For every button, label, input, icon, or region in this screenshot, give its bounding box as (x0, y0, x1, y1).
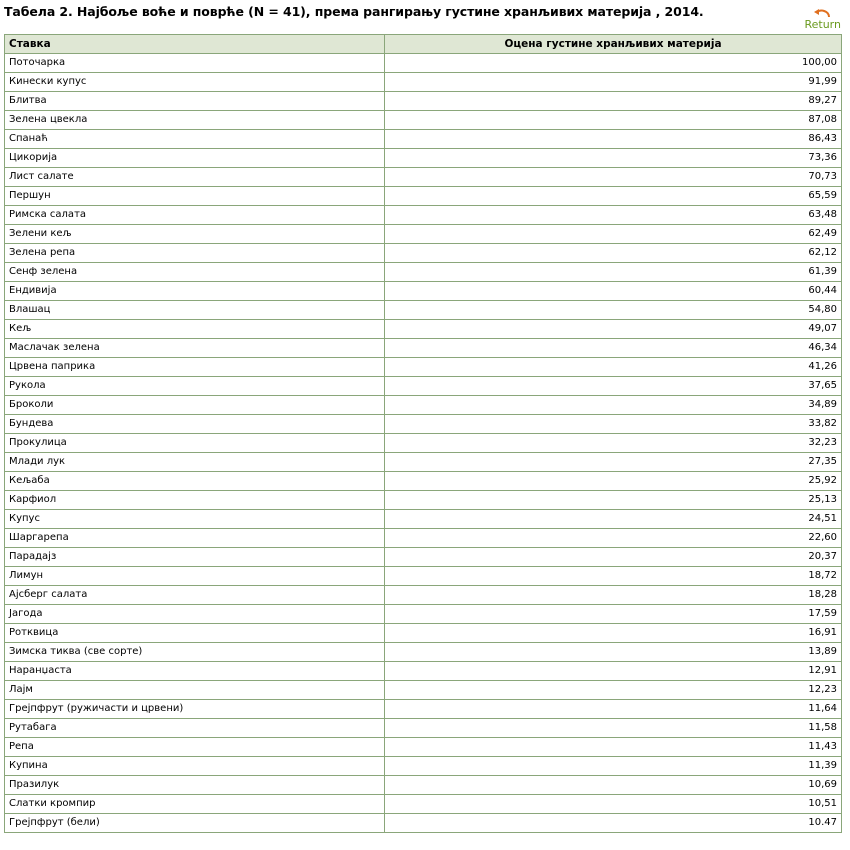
item-name-cell: Кељаба (5, 472, 385, 491)
item-name-cell: Шаргарепа (5, 529, 385, 548)
item-name-cell: Кинески купус (5, 73, 385, 92)
table-row (5, 453, 842, 472)
item-name-cell: Поточарка (5, 54, 385, 73)
score-cell: 11,64 (385, 700, 842, 719)
item-name-cell: Зелена цвекла (5, 111, 385, 130)
table-row (5, 320, 842, 339)
table-row (5, 529, 842, 548)
item-name-cell: Римска салата (5, 206, 385, 225)
table-row (5, 301, 842, 320)
item-name-cell: Влашац (5, 301, 385, 320)
table-row (5, 282, 842, 301)
table-body (5, 54, 842, 833)
table-row (5, 605, 842, 624)
table-row (5, 339, 842, 358)
score-cell: 91,99 (385, 73, 842, 92)
score-cell: 13,89 (385, 643, 842, 662)
score-cell: 25,13 (385, 491, 842, 510)
table-row (5, 795, 842, 814)
item-name-cell: Грејпфрут (ружичасти и црвени) (5, 700, 385, 719)
table-row (5, 700, 842, 719)
item-name-cell: Цикорија (5, 149, 385, 168)
table-row (5, 548, 842, 567)
score-cell: 20,37 (385, 548, 842, 567)
return-link[interactable] (804, 8, 841, 31)
table-row (5, 738, 842, 757)
score-cell: 62,12 (385, 244, 842, 263)
score-cell: 10,69 (385, 776, 842, 795)
score-cell: 89,27 (385, 92, 842, 111)
score-cell: 61,39 (385, 263, 842, 282)
item-name-cell: Спанаћ (5, 130, 385, 149)
score-cell: 33,82 (385, 415, 842, 434)
item-name-cell: Зелени кељ (5, 225, 385, 244)
item-name-cell: Зелена репа (5, 244, 385, 263)
item-name-cell: Броколи (5, 396, 385, 415)
table-row (5, 73, 842, 92)
score-cell: 25,92 (385, 472, 842, 491)
table-row (5, 206, 842, 225)
item-name-cell: Празилук (5, 776, 385, 795)
table-row (5, 757, 842, 776)
score-cell: 37,65 (385, 377, 842, 396)
item-name-cell: Млади лук (5, 453, 385, 472)
score-cell: 22,60 (385, 529, 842, 548)
table-header-row (5, 35, 842, 54)
item-name-cell: Прокулица (5, 434, 385, 453)
score-cell: 63,48 (385, 206, 842, 225)
item-name-cell: Грејпфрут (бели) (5, 814, 385, 833)
item-name-cell: Блитва (5, 92, 385, 111)
item-name-cell: Ротквица (5, 624, 385, 643)
score-cell: 60,44 (385, 282, 842, 301)
table-row (5, 415, 842, 434)
score-cell: 18,28 (385, 586, 842, 605)
score-cell: 32,23 (385, 434, 842, 453)
item-name-cell: Маслачак зелена (5, 339, 385, 358)
table-row (5, 681, 842, 700)
item-name-cell: Ајсберг салата (5, 586, 385, 605)
item-name-cell: Рутабага (5, 719, 385, 738)
score-cell: 18,72 (385, 567, 842, 586)
table-title: Табела 2. Најбоље воће и поврће (N = 41), према рангирању густине хранљивих материја , 2014. (4, 4, 704, 19)
table-row (5, 434, 842, 453)
score-cell: 54,80 (385, 301, 842, 320)
table-row (5, 92, 842, 111)
item-name-cell: Бундева (5, 415, 385, 434)
table-row (5, 510, 842, 529)
table-row (5, 54, 842, 73)
score-cell: 12,91 (385, 662, 842, 681)
item-name-cell: Наранџаста (5, 662, 385, 681)
score-cell: 12,23 (385, 681, 842, 700)
table-row (5, 624, 842, 643)
score-cell: 100,00 (385, 54, 842, 73)
item-name-cell: Рукола (5, 377, 385, 396)
item-name-cell: Лист салате (5, 168, 385, 187)
table-row (5, 111, 842, 130)
item-name-cell: Карфиол (5, 491, 385, 510)
score-cell: 10,51 (385, 795, 842, 814)
item-name-cell: Купус (5, 510, 385, 529)
score-cell: 41,26 (385, 358, 842, 377)
item-name-cell: Зимска тиква (све сорте) (5, 643, 385, 662)
item-name-cell: Кељ (5, 320, 385, 339)
table-row (5, 130, 842, 149)
table-row (5, 187, 842, 206)
table-row (5, 358, 842, 377)
table-row (5, 662, 842, 681)
item-name-cell: Слатки кромпир (5, 795, 385, 814)
score-cell: 87,08 (385, 111, 842, 130)
table-row (5, 472, 842, 491)
table-row (5, 244, 842, 263)
item-name-cell: Купина (5, 757, 385, 776)
score-cell: 86,43 (385, 130, 842, 149)
table-row (5, 776, 842, 795)
table-row (5, 263, 842, 282)
table-row (5, 814, 842, 833)
table-row (5, 377, 842, 396)
item-name-cell: Репа (5, 738, 385, 757)
score-cell: 16,91 (385, 624, 842, 643)
table-row (5, 168, 842, 187)
table-row (5, 396, 842, 415)
item-name-cell: Першун (5, 187, 385, 206)
item-name-cell: Јагода (5, 605, 385, 624)
table-row (5, 719, 842, 738)
table-row (5, 149, 842, 168)
score-cell: 65,59 (385, 187, 842, 206)
score-cell: 10.47 (385, 814, 842, 833)
score-cell: 46,34 (385, 339, 842, 358)
item-name-cell: Сенф зелена (5, 263, 385, 282)
item-name-cell: Лимун (5, 567, 385, 586)
score-cell: 73,36 (385, 149, 842, 168)
score-cell: 49,07 (385, 320, 842, 339)
column-header-item: Ставка (5, 35, 385, 54)
score-cell: 70,73 (385, 168, 842, 187)
table-row (5, 567, 842, 586)
nutrient-density-table (4, 34, 842, 833)
score-cell: 34,89 (385, 396, 842, 415)
score-cell: 11,39 (385, 757, 842, 776)
table-row (5, 586, 842, 605)
column-header-score: Оцена густине хранљивих материја (385, 35, 842, 54)
score-cell: 62,49 (385, 225, 842, 244)
score-cell: 11,43 (385, 738, 842, 757)
score-cell: 17,59 (385, 605, 842, 624)
score-cell: 24,51 (385, 510, 842, 529)
item-name-cell: Црвена паприка (5, 358, 385, 377)
return-label: Return (804, 18, 841, 31)
item-name-cell: Парадајз (5, 548, 385, 567)
score-cell: 27,35 (385, 453, 842, 472)
item-name-cell: Ендивија (5, 282, 385, 301)
score-cell: 11,58 (385, 719, 842, 738)
item-name-cell: Лајм (5, 681, 385, 700)
table-row (5, 491, 842, 510)
table-row (5, 225, 842, 244)
table-row (5, 643, 842, 662)
